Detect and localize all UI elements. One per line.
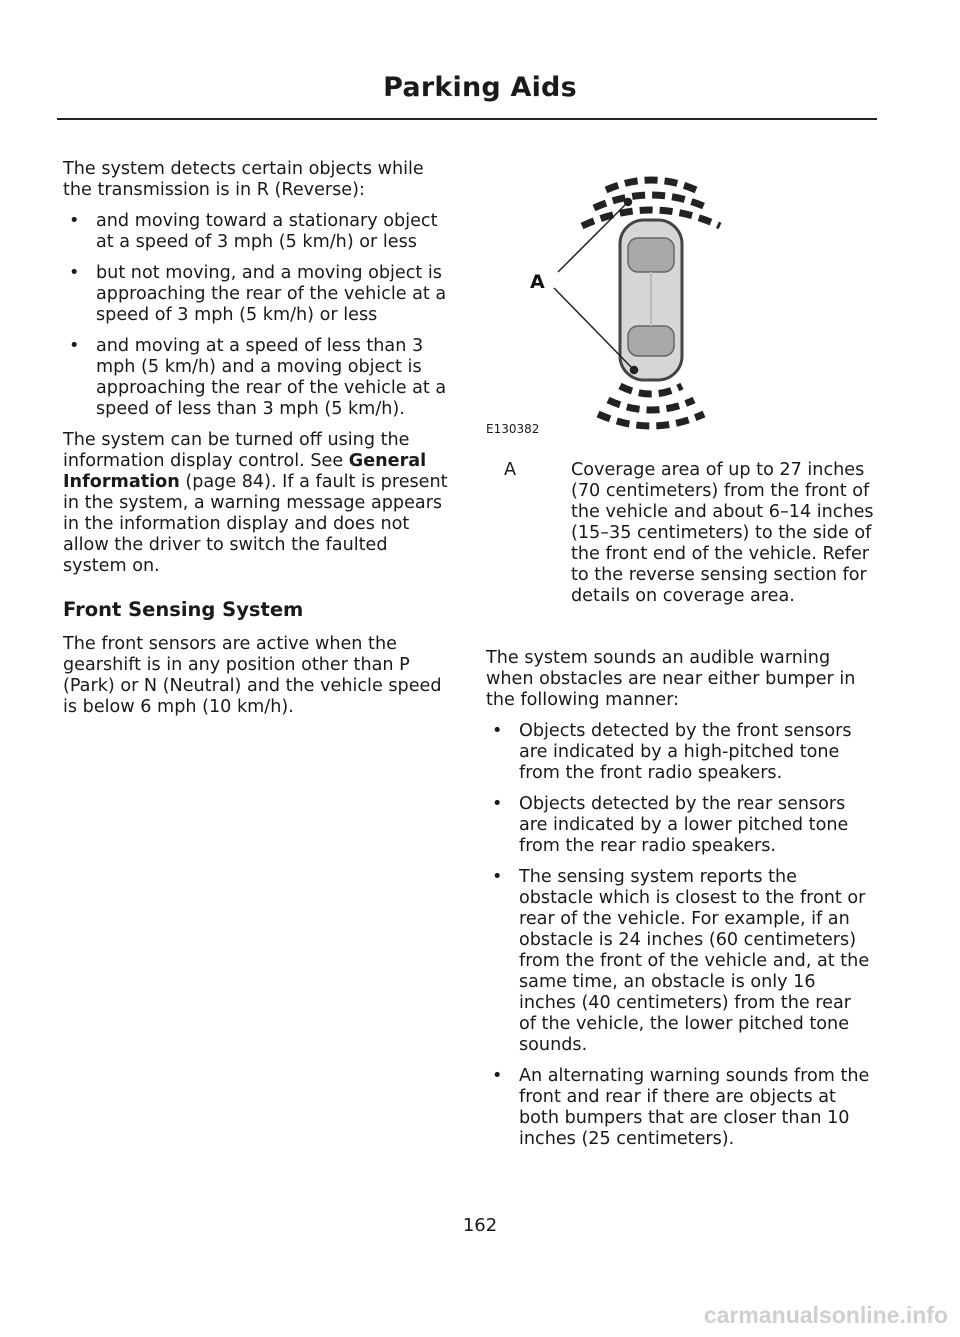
list-item: • and moving at a speed of less than 3 mph (5 km/h) and a moving object is approaching the rear of the vehicle at a speed of less than 3 mph (5 km/h). (69, 336, 447, 419)
right-column (486, 648, 872, 1160)
list-item: • and moving toward a stationary object at a speed of 3 mph (5 km/h) or less (69, 211, 438, 252)
coverage-diagram (486, 150, 786, 440)
list-item: • but not moving, and a moving object is approaching the rear of the vehicle at a speed of 3 mph (5 km/h) or less (69, 263, 447, 325)
page-number: 162 (462, 1215, 498, 1236)
bullet-icon: • (69, 263, 80, 283)
warning-intro-paragraph: The system sounds an audible warning when obstacles are near either bumper in the following manner: (486, 648, 856, 710)
bullet-icon: • (492, 1066, 503, 1086)
callout-label: A (530, 271, 545, 293)
legend-key: A (504, 460, 517, 480)
section-heading: Front Sensing System (63, 598, 304, 621)
bullet-icon: • (492, 867, 503, 887)
legend-description: Coverage area of up to 27 inches (70 centimeters) from the front of the vehicle and about 6–14 inches (15–35 centimeters) to the side of the front end of the vehicle. Refer to the reverse sensing section for details on coverage area. (571, 460, 874, 606)
bullet-icon: • (69, 211, 80, 231)
list-item: • Objects detected by the front sensors are indicated by a high-pitched tone from the front radio speakers. (492, 721, 852, 783)
list-item: • An alternating warning sounds from the front and rear if there are objects at both bumpers that are closer than 10 inches (25 centimeters). (492, 1066, 870, 1149)
bullet-icon: • (492, 794, 503, 814)
vehicle-icon (620, 220, 682, 380)
header-rule (57, 118, 877, 120)
bullet-icon: • (492, 721, 503, 741)
watermark: carmanualsonline.info (703, 1302, 948, 1328)
front-sensors-paragraph: The front sensors are active when the gearshift is in any position other than P (Park) or N (Neutral) and the vehicle speed is below 6 mph (10 km/h). (63, 634, 442, 717)
rear-coverage-arcs-icon (598, 386, 704, 426)
left-column (63, 159, 449, 728)
turn-off-paragraph: The system can be turned off using the information display control. See General Information (page 84). If a fault is present in the system, a warning message appears in the information display and does not allow the driver to switch the faulted system on. (63, 430, 448, 576)
intro-paragraph: The system detects certain objects while the transmission is in R (Reverse): (63, 159, 424, 200)
general-information-link[interactable]: General Information (63, 451, 427, 492)
list-item: • The sensing system reports the obstacle which is closest to the front or rear of the vehicle. For example, if an obstacle is 24 inches (60 centimeters) from the front of the vehicle and, at the same time, an obstacle is only 16 inches (40 centimeters) from the rear of the vehicle, the lower pitched tone sounds. (492, 867, 870, 1055)
figure-id: E130382 (486, 422, 540, 436)
list-item: • Objects detected by the rear sensors are indicated by a lower pitched tone from the rear radio speakers. (492, 794, 849, 856)
bullet-icon: • (69, 336, 80, 356)
page-title: Parking Aids (383, 72, 577, 103)
figure-legend (486, 460, 876, 607)
